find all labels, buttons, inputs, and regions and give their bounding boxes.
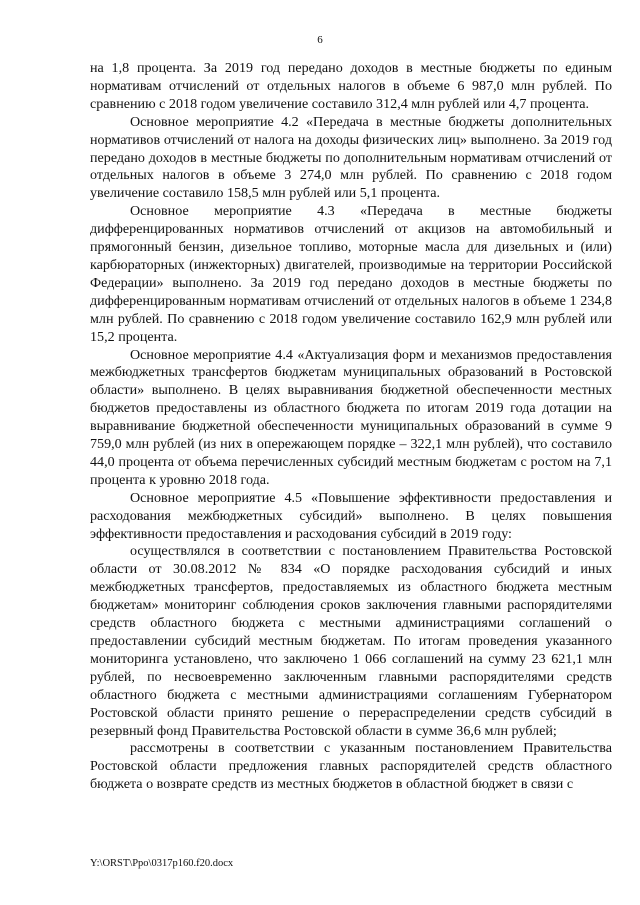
page-number: 6	[317, 34, 323, 46]
document-body	[90, 60, 612, 794]
paragraph-continuation: на 1,8 процента. За 2019 год передано доходов в местные бюджеты по единым нормативам отчислений от отдельных налогов в объеме 6 987,0 млн рублей. По сравнению с 2018 годом увеличение составило 312,4 млн рублей или 4,7 процента.	[90, 60, 612, 112]
paragraph-measure-4-2: Основное мероприятие 4.2 «Передача в местные бюджеты дополнительных нормативов отчислений от налога на доходы физических лиц» выполнено. За 2019 год передано доходов в местные бюджеты по дополнительным нормативам отчислений от отдельных налогов в объеме 3 274,0 млн рублей. По сравнению с 2018 годом увеличение составило 158,5 млн рублей или 5,1 процента.	[90, 113, 612, 202]
paragraph-measure-4-3: Основное мероприятие 4.3 «Передача в местные бюджеты дифференцированных нормативов отчислений от акцизов на автомобильный и прямогонный бензин, дизельное топливо, моторные масла для дизельных и (или) карбюраторных (инжекторных) двигателей, производимые на территории Российской Федерации» выполнено. За 2019 год передано доходов в местные бюджеты по дифференцированным нормативам отчислений от отдельных налогов в объеме 1 234,8 млн рублей. По сравнению с 2018 годом увеличение составило 162,9 млн рублей или 15,2 процента.	[90, 203, 612, 345]
paragraph-measure-4-4: Основное мероприятие 4.4 «Актуализация форм и механизмов предоставления межбюджетных трансфертов бюджетам муниципальных образований в Ростовской области» выполнено. В целях выравнивания бюджетной обеспеченности местных бюджетов предоставлены из областного бюджета по итогам 2019 года дотации на выравнивание бюджетной обеспеченности муниципальных образований в сумме 9 759,0 млн рублей (из них в опережающем порядке – 322,1 млн рублей), что составило 44,0 процента от объема перечисленных субсидий местным бюджетам с ростом на 7,1 процента к уровню 2018 года.	[90, 346, 612, 488]
paragraph-monitoring: осуществлялся в соответствии с постановлением Правительства Ростовской области от 30.08.2012 № 834 «О порядке расходования субсидий и иных межбюджетных трансфертов, предоставляемых из областного бюджета местным бюджетам» мониторинг соблюдения сроков заключения главными распорядителями средств областного бюджета с местными администрациями соглашений о предоставлении субсидий местным бюджетам. По итогам проведения указанного мониторинга установлено, что заключено 1 066 соглашений на сумму 23 621,1 млн рублей, по несвоевременно заключенным главными распорядителями средств областного бюджета с местными администрациями соглашениям Губернатором Ростовской области принято решение о перераспределении средств субсидий в резервный фонд Правительства Ростовской области в сумме 36,6 млн рублей;	[90, 543, 612, 739]
paragraph-measure-4-5: Основное мероприятие 4.5 «Повышение эффективности предоставления и расходования межбюджетных субсидий» выполнено. В целях повышения эффективности предоставления и расходования субсидий в 2019 году:	[90, 489, 612, 542]
paragraph-proposals: рассмотрены в соответствии с указанным постановлением Правительства Ростовской области предложения главных распорядителей средств областного бюджета о возврате средств из местных бюджетов в областной бюджет в связи с	[90, 740, 612, 793]
footer-file-path: Y:\ORST\Ppo\0317p160.f20.docx	[90, 858, 234, 869]
